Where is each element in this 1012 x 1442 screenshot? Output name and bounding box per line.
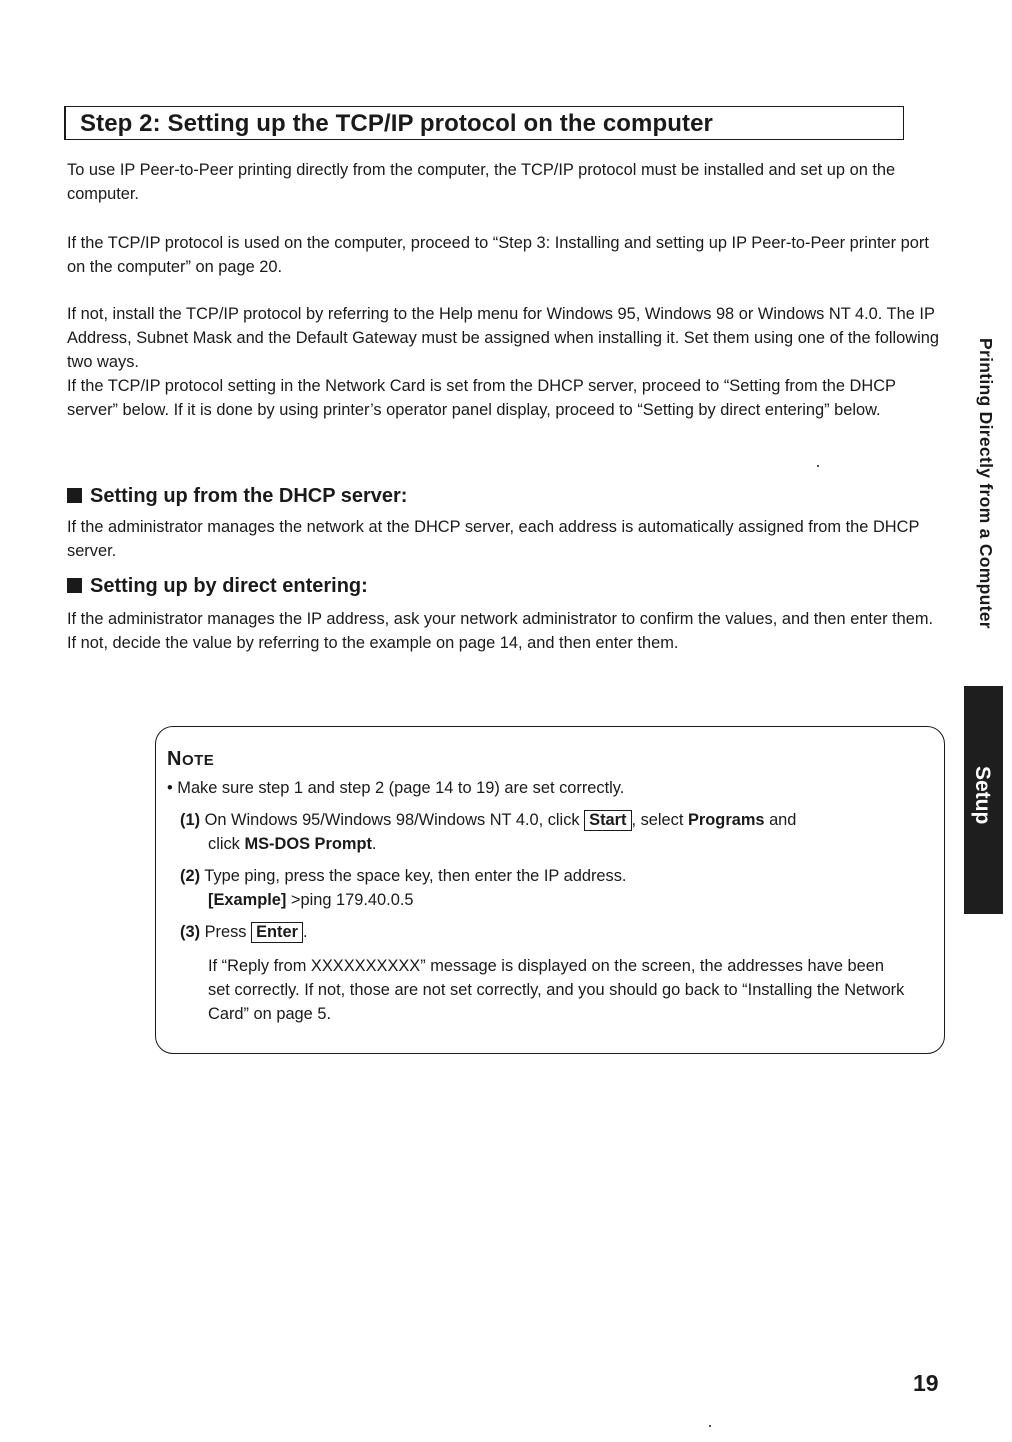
step-1-mid: , select: [631, 811, 688, 829]
step-1-line2-pre: click: [208, 835, 245, 853]
page-title: Step 2: Setting up the TCP/IP protocol on the computer: [80, 110, 713, 137]
intro-paragraph-4: If the TCP/IP protocol setting in the Network Card is set from the DHCP server, proceed to “Setting from the DHCP server” below. If it is done by using printer’s operator panel display, proceed to “Setting by direct entering” below.: [67, 377, 896, 419]
start-key: Start: [584, 810, 631, 831]
dhcp-heading: [67, 485, 407, 508]
enter-key: Enter: [251, 922, 303, 943]
step-1-number: (1): [180, 811, 201, 829]
intro-paragraph-1: To use IP Peer-to-Peer printing directly from the computer, the TCP/IP protocol must be installed and set up on the computer.: [67, 161, 896, 203]
step-3-number: (3): [180, 923, 201, 941]
note-title: [167, 748, 214, 771]
page-number: 19: [913, 1370, 939, 1396]
note-step-1: [180, 808, 796, 832]
note-step-3-result: If “Reply from XXXXXXXXXX” message is displayed on the screen, the addresses have been set correctly. If not, those are not set correctly, and you should go back to “Installing the Network Card” on page 5.: [208, 957, 905, 1023]
side-tab: [964, 686, 1003, 914]
dhcp-heading-text: Setting up from the DHCP server:: [90, 485, 408, 507]
example-label: [Example]: [208, 891, 287, 909]
note-title-first: N: [167, 748, 182, 770]
scan-speck: [709, 1425, 711, 1427]
intro-paragraph-3: If not, install the TCP/IP protocol by referring to the Help menu for Windows 95, Windows 98 or Windows NT 4.0. The IP Address, Subnet Mask and the Default Gateway must be assigned when installing it. Set them using one of the following two ways.: [67, 305, 939, 371]
title-box: [64, 106, 904, 140]
side-section-label: Printing Directly from a Computer: [976, 338, 996, 629]
step-2-number: (2): [180, 867, 201, 885]
step-1-line2-post: .: [371, 835, 377, 853]
dhcp-body: If the administrator manages the network at the DHCP server, each address is automatically assigned from the DHCP server.: [67, 518, 920, 560]
note-title-rest: OTE: [181, 752, 215, 769]
ms-dos-prompt-label: MS-DOS Prompt: [244, 835, 372, 853]
step-1-pre: On Windows 95/Windows 98/Windows NT 4.0, click: [200, 811, 585, 829]
note-bullet: • Make sure step 1 and step 2 (page 14 to 19) are set correctly.: [167, 779, 625, 797]
note-step-1-line-2: [208, 832, 376, 856]
example-text: >ping 179.40.0.5: [286, 891, 414, 909]
step-3-post: .: [302, 923, 308, 941]
programs-label: Programs: [687, 811, 765, 829]
intro-paragraph-2: If the TCP/IP protocol is used on the computer, proceed to “Step 3: Installing and setting up IP Peer-to-Peer printer port on the computer” on page 20.: [67, 234, 929, 276]
direct-entry-heading-text: Setting up by direct entering:: [90, 575, 368, 597]
square-bullet-icon: [67, 488, 82, 503]
step-3-pre: Press: [200, 923, 252, 941]
step-1-post: and: [764, 811, 797, 829]
note-step-3: [180, 920, 308, 944]
note-step-2: [180, 864, 626, 888]
note-example: [208, 888, 413, 912]
scan-speck: [817, 465, 819, 467]
direct-entry-heading: [67, 575, 368, 598]
direct-entry-body: If the administrator manages the IP address, ask your network administrator to confirm the values, and then enter them. If not, decide the value by referring to the example on page 14, and then enter them.: [67, 610, 934, 652]
side-tab-label: Setup: [971, 766, 994, 825]
step-2-text: Type ping, press the space key, then enter the IP address.: [200, 867, 627, 885]
square-bullet-icon: [67, 578, 82, 593]
